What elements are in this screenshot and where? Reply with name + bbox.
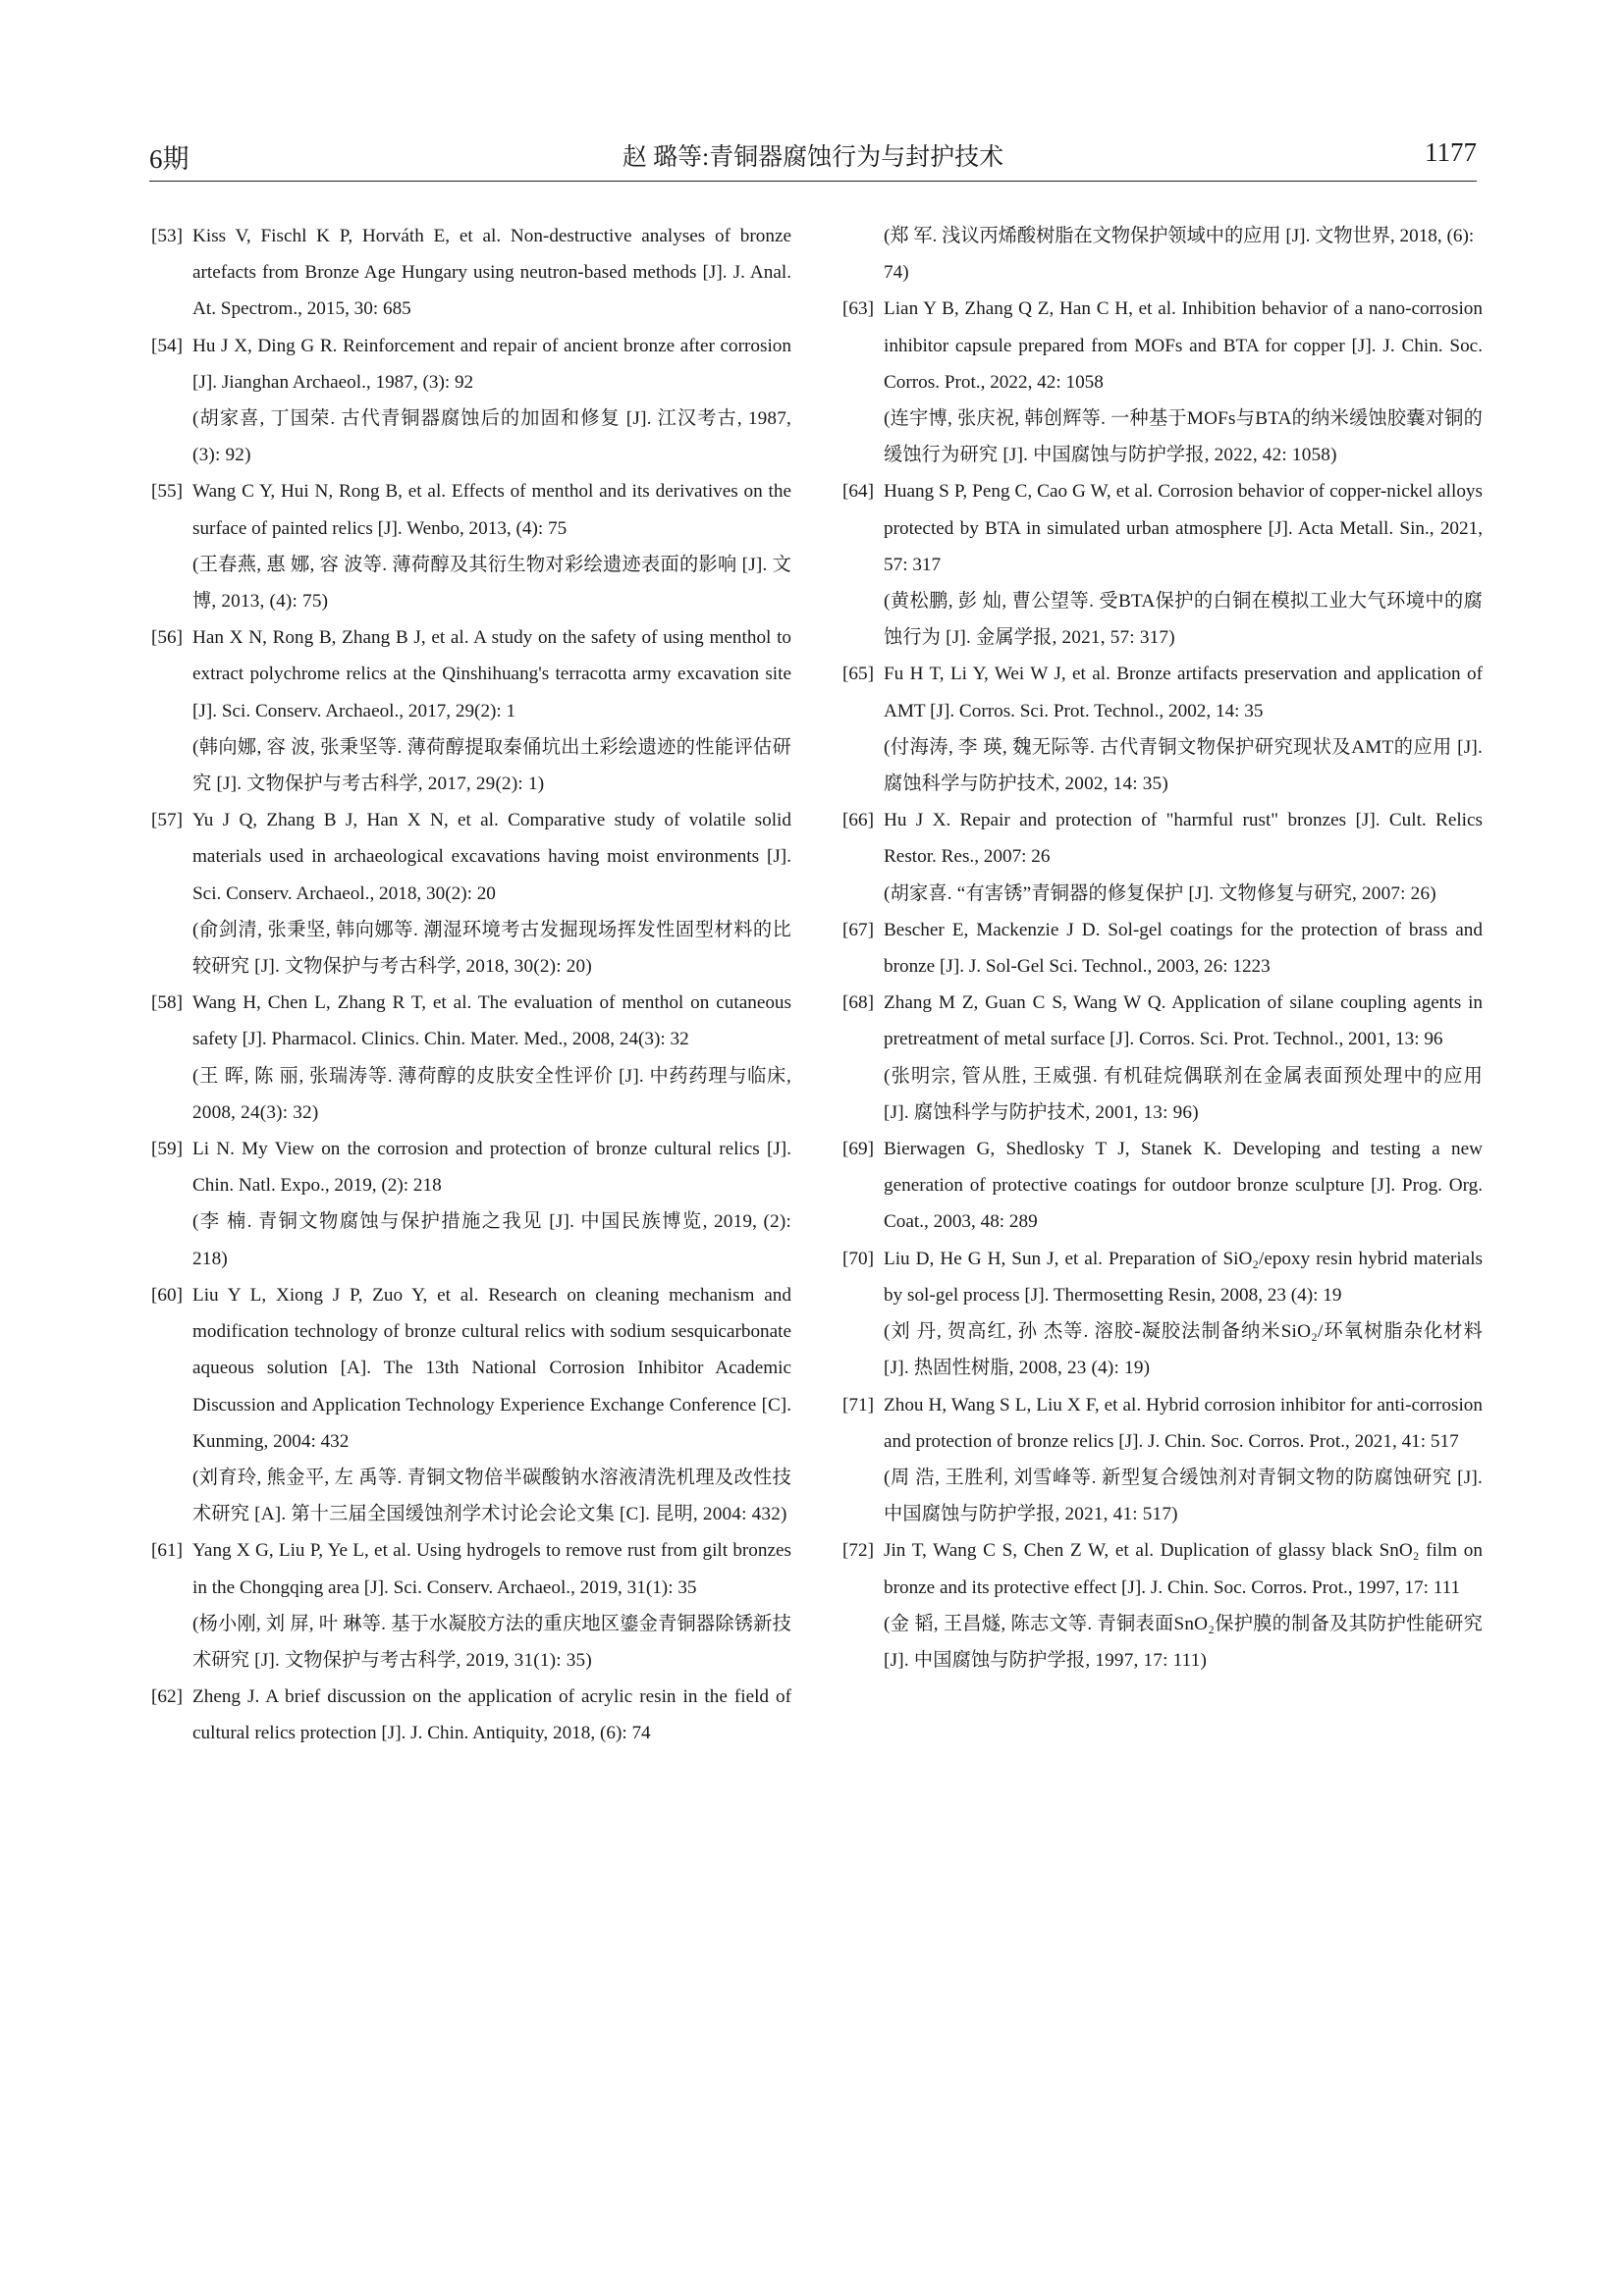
- reference-number: [53]: [151, 226, 183, 246]
- reference-item: [842, 656, 1483, 802]
- reference-number: [54]: [151, 335, 183, 356]
- reference-chinese: (刘 丹, 贺高红, 孙 杰等. 溶胶-凝胶法制备纳米SiO₂/环氧树脂杂化材料 [J]. 热固性树脂, 2008, 23 (4): 19): [884, 1321, 1483, 1379]
- reference-number: [62]: [151, 1686, 183, 1708]
- reference-column-left: [151, 218, 791, 1752]
- reference-number: [67]: [842, 919, 874, 940]
- reference-item: [842, 291, 1483, 473]
- reference-number: [68]: [842, 992, 874, 1014]
- running-header: [149, 137, 1477, 181]
- reference-chinese: (黄松鹏, 彭 灿, 曹公望等. 受BTA保护的白铜在模拟工业大气环境中的腐蚀行为 [J]. 金属学报, 2021, 57: 317): [884, 591, 1483, 649]
- reference-english: Wang H, Chen L, Zhang R T, et al. The evaluation of menthol on cutaneous safety [J]. Pharmacol. Clinics. Chin. Mater. Med., 2008, 24(3): 32: [192, 992, 791, 1050]
- reference-item: [842, 1131, 1483, 1241]
- reference-item: [842, 1241, 1483, 1387]
- reference-number: [61]: [151, 1540, 183, 1562]
- reference-english: Bescher E, Mackenzie J D. Sol-gel coatings for the protection of brass and bronze [J]. J. Sol-Gel Sci. Technol., 2003, 26: 1223: [884, 919, 1483, 978]
- reference-chinese: (付海涛, 李 瑛, 魏无际等. 古代青铜文物保护研究现状及AMT的应用 [J]. 腐蚀科学与防护技术, 2002, 14: 35): [884, 736, 1483, 795]
- reference-item: [151, 328, 791, 474]
- reference-number: [63]: [842, 298, 874, 320]
- reference-number: [65]: [842, 664, 874, 685]
- reference-number: [55]: [151, 481, 183, 503]
- reference-item: [151, 218, 791, 328]
- reference-item: [151, 1277, 791, 1532]
- reference-english: Wang C Y, Hui N, Rong B, et al. Effects of menthol and its derivatives on the surface of painted relics [J]. Wenbo, 2013, (4): 75: [192, 481, 791, 539]
- reference-chinese: (金 韬, 王昌燧, 陈志文等. 青铜表面SnO₂保护膜的制备及其防护性能研究 [J]. 中国腐蚀与防护学报, 1997, 17: 111): [884, 1613, 1483, 1671]
- reference-english: Yang X G, Liu P, Ye L, et al. Using hydrogels to remove rust from gilt bronzes in the Chongqing area [J]. Sci. Conserv. Archaeol., 2019, 31(1): 35: [192, 1540, 791, 1598]
- reference-item: [842, 1532, 1483, 1679]
- reference-english: Yu J Q, Zhang B J, Han X N, et al. Comparative study of volatile solid materials used in archaeological excavations having moist environments [J]. Sci. Conserv. Archaeol., 2018, 30(2): 20: [192, 810, 791, 904]
- page-number: 1177: [1425, 137, 1477, 167]
- reference-item: [151, 985, 791, 1131]
- reference-item: [151, 1532, 791, 1679]
- reference-chinese: (张明宗, 管从胜, 王威强. 有机硅烷偶联剂在金属表面预处理中的应用 [J]. 腐蚀科学与防护技术, 2001, 13: 96): [884, 1065, 1483, 1123]
- reference-number: [70]: [842, 1248, 874, 1269]
- reference-english: Lian Y B, Zhang Q Z, Han C H, et al. Inhibition behavior of a nano-corrosion inhibitor capsule prepared from MOFs and BTA for copper [J]. J. Chin. Soc. Corros. Prot., 2022, 42: 1058: [884, 298, 1483, 393]
- reference-english: Liu Y L, Xiong J P, Zuo Y, et al. Research on cleaning mechanism and modification technology of bronze cultural relics with sodium sesquicarbonate aqueous solution [A]. The 13th National Corrosion Inhibitor Academic Discussion and Application Technology Experience Exchange Conference [C]. Kunming, 2004: 432: [192, 1284, 791, 1452]
- reference-number: [56]: [151, 627, 183, 649]
- reference-item: [151, 619, 791, 802]
- reference-english: Liu D, He G H, Sun J, et al. Preparation of SiO₂/epoxy resin hybrid materials by sol-gel process [J]. Thermosetting Resin, 2008, 23 (4): 19: [884, 1248, 1483, 1306]
- reference-item: [842, 985, 1483, 1131]
- reference-english: Hu J X. Repair and protection of "harmful rust" bronzes [J]. Cult. Relics Restor. Res., 2007: 26: [884, 810, 1483, 868]
- reference-english: Zheng J. A brief discussion on the application of acrylic resin in the field of cultural relics protection [J]. J. Chin. Antiquity, 2018, (6): 74: [192, 1686, 791, 1744]
- reference-number: [66]: [842, 810, 874, 831]
- reference-chinese: (王 晖, 陈 丽, 张瑞涛等. 薄荷醇的皮肤安全性评价 [J]. 中药药理与临床, 2008, 24(3): 32): [192, 1065, 791, 1123]
- issue-number: 6期: [149, 144, 189, 174]
- reference-chinese: (刘育玲, 熊金平, 左 禹等. 青铜文物倍半碳酸钠水溶液清洗机理及改性技术研究 [A]. 第十三届全国缓蚀剂学术讨论会论文集 [C]. 昆明, 2004: 432): [192, 1467, 791, 1525]
- reference-chinese: (王春燕, 惠 娜, 容 波等. 薄荷醇及其衍生物对彩绘遗迹表面的影响 [J]. 文博, 2013, (4): 75): [192, 554, 791, 613]
- reference-english: Li N. My View on the corrosion and protection of bronze cultural relics [J]. Chin. Natl. Expo., 2019, (2): 218: [192, 1139, 791, 1197]
- reference-english: Fu H T, Li Y, Wei W J, et al. Bronze artifacts preservation and application of AMT [J]. Corros. Sci. Prot. Technol., 2002, 14: 35: [884, 664, 1483, 721]
- reference-chinese: (韩向娜, 容 波, 张秉坚等. 薄荷醇提取秦俑坑出土彩绘遗迹的性能评估研究 [J]. 文物保护与考古科学, 2017, 29(2): 1): [192, 736, 791, 795]
- reference-item: [842, 473, 1483, 656]
- reference-number: [57]: [151, 810, 183, 831]
- running-title: 赵 璐等:青铜器腐蚀行为与封护技术: [622, 144, 1004, 171]
- reference-english: Kiss V, Fischl K P, Horváth E, et al. Non-destructive analyses of bronze artefacts from Bronze Age Hungary using neutron-based methods [J]. J. Anal. At. Spectrom., 2015, 30: 685: [192, 226, 791, 320]
- reference-item: [842, 802, 1483, 912]
- reference-number: [71]: [842, 1394, 874, 1415]
- reference-number: [72]: [842, 1540, 874, 1562]
- reference-number: [69]: [842, 1139, 874, 1160]
- reference-english: Huang S P, Peng C, Cao G W, et al. Corrosion behavior of copper-nickel alloys protected by BTA in simulated urban atmosphere [J]. Acta Metall. Sin., 2021, 57: 317: [884, 481, 1483, 575]
- reference-continuation: (郑 军. 浅议丙烯酸树脂在文物保护领域中的应用 [J]. 文物世界, 2018, (6): 74): [884, 226, 1475, 284]
- reference-number: [64]: [842, 481, 874, 503]
- reference-item: [151, 473, 791, 619]
- reference-english: Hu J X, Ding G R. Reinforcement and repair of ancient bronze after corrosion [J]. Jianghan Archaeol., 1987, (3): 92: [192, 335, 791, 393]
- reference-item: [151, 802, 791, 985]
- reference-chinese: (杨小刚, 刘 屏, 叶 琳等. 基于水凝胶方法的重庆地区鎏金青铜器除锈新技术研究 [J]. 文物保护与考古科学, 2019, 31(1): 35): [192, 1613, 791, 1671]
- reference-chinese: (连宇博, 张庆祝, 韩创辉等. 一种基于MOFs与BTA的纳米缓蚀胶囊对铜的缓蚀行为研究 [J]. 中国腐蚀与防护学报, 2022, 42: 1058): [884, 408, 1483, 466]
- reference-item: [151, 1131, 791, 1277]
- reference-chinese: (胡家喜, 丁国荣. 古代青铜器腐蚀后的加固和修复 [J]. 江汉考古, 1987, (3): 92): [192, 408, 791, 466]
- reference-item: [842, 1387, 1483, 1533]
- reference-english: Zhou H, Wang S L, Liu X F, et al. Hybrid corrosion inhibitor for anti-corrosion and protection of bronze relics [J]. J. Chin. Soc. Corros. Prot., 2021, 41: 517: [884, 1394, 1483, 1452]
- reference-chinese: (胡家喜. “有害锈”青铜器的修复保护 [J]. 文物修复与研究, 2007: 26): [884, 882, 1436, 904]
- reference-item: [151, 1679, 791, 1751]
- header-rule: [149, 181, 1477, 182]
- reference-number: [59]: [151, 1139, 183, 1160]
- reference-chinese: (周 浩, 王胜利, 刘雪峰等. 新型复合缓蚀剂对青铜文物的防腐蚀研究 [J]. 中国腐蚀与防护学报, 2021, 41: 517): [884, 1467, 1483, 1525]
- reference-chinese: (李 楠. 青铜文物腐蚀与保护措施之我见 [J]. 中国民族博览, 2019, (2): 218): [192, 1211, 791, 1269]
- reference-column-right: [842, 218, 1483, 1679]
- reference-english: Bierwagen G, Shedlosky T J, Stanek K. Developing and testing a new generation of protective coatings for outdoor bronze sculpture [J]. Prog. Org. Coat., 2003, 48: 289: [884, 1139, 1483, 1233]
- reference-item: [842, 912, 1483, 985]
- reference-english: Zhang M Z, Guan C S, Wang W Q. Application of silane coupling agents in pretreatment of metal surface [J]. Corros. Sci. Prot. Technol., 2001, 13: 96: [884, 992, 1483, 1050]
- reference-english: Jin T, Wang C S, Chen Z W, et al. Duplication of glassy black SnO₂ film on bronze and its protective effect [J]. J. Chin. Soc. Corros. Prot., 1997, 17: 111: [884, 1540, 1483, 1598]
- reference-english: Han X N, Rong B, Zhang B J, et al. A study on the safety of using menthol to extract polychrome relics at the Qinshihuang's terracotta army excavation site [J]. Sci. Conserv. Archaeol., 2017, 29(2): 1: [192, 627, 791, 721]
- reference-chinese: (俞剑清, 张秉坚, 韩向娜等. 潮湿环境考古发掘现场挥发性固型材料的比较研究 [J]. 文物保护与考古科学, 2018, 30(2): 20): [192, 919, 791, 978]
- reference-number: [60]: [151, 1284, 183, 1306]
- reference-number: [58]: [151, 992, 183, 1014]
